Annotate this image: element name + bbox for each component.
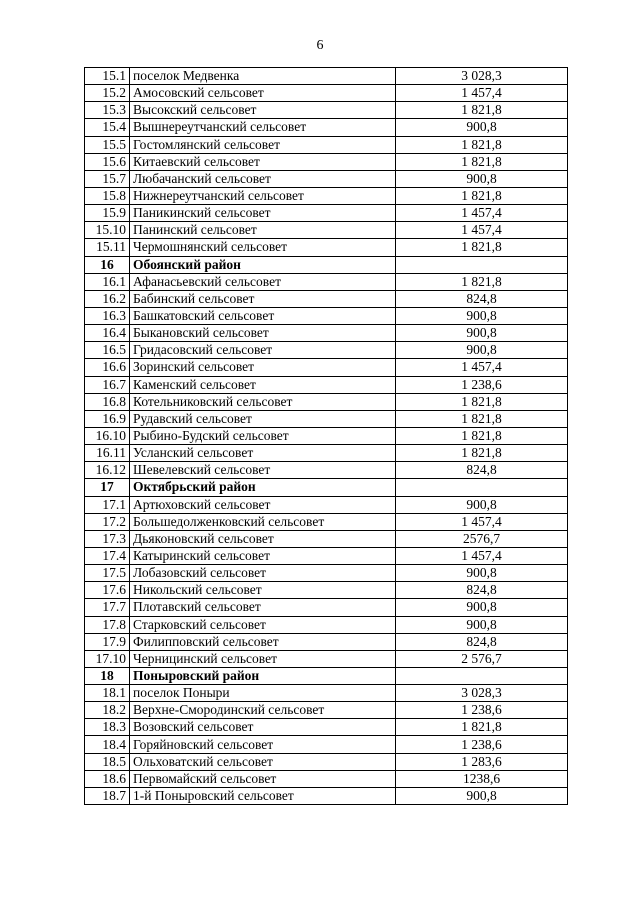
table-row [85, 702, 568, 719]
row-number-cell: 16.7 [85, 376, 130, 393]
table-row [85, 410, 568, 427]
row-number-cell: 17.3 [85, 530, 130, 547]
amount-cell: 1 821,8 [396, 427, 568, 444]
amount-cell: 1 457,4 [396, 513, 568, 530]
table-row [85, 427, 568, 444]
row-number-cell: 16 [85, 256, 130, 273]
amount-cell [396, 479, 568, 496]
municipality-name-cell: Верхне-Смородинский сельсовет [130, 702, 396, 719]
row-number-cell: 15.2 [85, 85, 130, 102]
row-number-cell: 15.8 [85, 187, 130, 204]
municipality-name-cell: Горяйновский сельсовет [130, 736, 396, 753]
amount-cell: 900,8 [396, 342, 568, 359]
municipality-name-cell: Паникинский сельсовет [130, 205, 396, 222]
row-number-cell: 15.7 [85, 170, 130, 187]
municipality-name-cell: Октябрьский район [130, 479, 396, 496]
amount-cell: 1 238,6 [396, 702, 568, 719]
amount-cell: 824,8 [396, 582, 568, 599]
municipality-name-cell: Артюховский сельсовет [130, 496, 396, 513]
amount-cell: 900,8 [396, 565, 568, 582]
row-number-cell: 15.10 [85, 222, 130, 239]
municipality-name-cell: Рыбино-Будский сельсовет [130, 427, 396, 444]
table-row [85, 119, 568, 136]
amount-cell: 1 238,6 [396, 376, 568, 393]
municipality-name-cell: Обоянский район [130, 256, 396, 273]
row-number-cell: 16.5 [85, 342, 130, 359]
table-row [85, 565, 568, 582]
row-number-cell: 16.3 [85, 307, 130, 324]
table-row [85, 290, 568, 307]
row-number-cell: 17.10 [85, 650, 130, 667]
row-number-cell: 17.7 [85, 599, 130, 616]
district-heading-row [85, 667, 568, 684]
municipality-name-cell: Ольховатский сельсовет [130, 753, 396, 770]
amount-cell: 900,8 [396, 119, 568, 136]
amount-cell: 900,8 [396, 496, 568, 513]
table-row [85, 650, 568, 667]
table-row [85, 273, 568, 290]
table-row [85, 153, 568, 170]
table-row [85, 376, 568, 393]
row-number-cell: 18.5 [85, 753, 130, 770]
amount-cell: 900,8 [396, 599, 568, 616]
municipality-name-cell: Рудавский сельсовет [130, 410, 396, 427]
municipality-name-cell: Никольский сельсовет [130, 582, 396, 599]
table-row [85, 222, 568, 239]
amount-cell: 1 821,8 [396, 153, 568, 170]
municipality-name-cell: Дьяконовский сельсовет [130, 530, 396, 547]
row-number-cell: 15.3 [85, 102, 130, 119]
district-heading-row [85, 256, 568, 273]
row-number-cell: 16.9 [85, 410, 130, 427]
table-body [85, 68, 568, 805]
table-row [85, 616, 568, 633]
amount-cell: 2 576,7 [396, 650, 568, 667]
amount-cell: 3 028,3 [396, 685, 568, 702]
table-row [85, 547, 568, 564]
amount-cell: 1 821,8 [396, 273, 568, 290]
table-row [85, 445, 568, 462]
municipality-name-cell: Котельниковский сельсовет [130, 393, 396, 410]
municipality-name-cell: Чермошнянский сельсовет [130, 239, 396, 256]
municipality-name-cell: поселок Медвенка [130, 68, 396, 85]
amount-cell: 900,8 [396, 787, 568, 804]
row-number-cell: 16.6 [85, 359, 130, 376]
municipality-name-cell: Поныровский район [130, 667, 396, 684]
municipality-name-cell: Вышнереутчанский сельсовет [130, 119, 396, 136]
table-row [85, 342, 568, 359]
municipality-name-cell: Панинский сельсовет [130, 222, 396, 239]
municipality-name-cell: Амосовский сельсовет [130, 85, 396, 102]
municipality-name-cell: Шевелевский сельсовет [130, 462, 396, 479]
amount-cell: 3 028,3 [396, 68, 568, 85]
table-row [85, 685, 568, 702]
row-number-cell: 15.1 [85, 68, 130, 85]
amount-cell: 1 457,4 [396, 359, 568, 376]
amount-cell: 1 457,4 [396, 85, 568, 102]
municipality-name-cell: Старковский сельсовет [130, 616, 396, 633]
municipality-name-cell: Возовский сельсовет [130, 719, 396, 736]
row-number-cell: 16.11 [85, 445, 130, 462]
row-number-cell: 17.2 [85, 513, 130, 530]
municipality-name-cell: поселок Поныри [130, 685, 396, 702]
row-number-cell: 16.2 [85, 290, 130, 307]
row-number-cell: 15.6 [85, 153, 130, 170]
district-heading-row [85, 479, 568, 496]
table-row [85, 136, 568, 153]
amount-cell: 1 457,4 [396, 205, 568, 222]
row-number-cell: 15.11 [85, 239, 130, 256]
row-number-cell: 17.5 [85, 565, 130, 582]
row-number-cell: 17 [85, 479, 130, 496]
amount-cell: 1 821,8 [396, 445, 568, 462]
amount-cell: 1238,6 [396, 770, 568, 787]
municipality-name-cell: Любачанский сельсовет [130, 170, 396, 187]
row-number-cell: 18.3 [85, 719, 130, 736]
municipality-name-cell: Китаевский сельсовет [130, 153, 396, 170]
municipality-name-cell: Филипповский сельсовет [130, 633, 396, 650]
municipality-name-cell: Башкатовский сельсовет [130, 307, 396, 324]
municipality-name-cell: 1-й Поныровский сельсовет [130, 787, 396, 804]
municipality-name-cell: Первомайский сельсовет [130, 770, 396, 787]
amount-cell: 1 457,4 [396, 222, 568, 239]
row-number-cell: 17.4 [85, 547, 130, 564]
municipality-name-cell: Лобазовский сельсовет [130, 565, 396, 582]
amount-cell: 824,8 [396, 633, 568, 650]
amount-cell: 1 821,8 [396, 239, 568, 256]
municipality-name-cell: Большедолженковский сельсовет [130, 513, 396, 530]
amount-cell [396, 667, 568, 684]
row-number-cell: 18.4 [85, 736, 130, 753]
amount-cell: 1 283,6 [396, 753, 568, 770]
amount-cell [396, 256, 568, 273]
row-number-cell: 18.6 [85, 770, 130, 787]
amount-cell: 1 821,8 [396, 410, 568, 427]
row-number-cell: 16.1 [85, 273, 130, 290]
allocation-table [84, 67, 568, 805]
row-number-cell: 18.1 [85, 685, 130, 702]
row-number-cell: 18.2 [85, 702, 130, 719]
amount-cell: 1 821,8 [396, 187, 568, 204]
municipality-name-cell: Каменский сельсовет [130, 376, 396, 393]
row-number-cell: 17.9 [85, 633, 130, 650]
amount-cell: 900,8 [396, 325, 568, 342]
row-number-cell: 16.4 [85, 325, 130, 342]
municipality-name-cell: Зоринский сельсовет [130, 359, 396, 376]
table-row [85, 85, 568, 102]
table-row [85, 239, 568, 256]
table-row [85, 496, 568, 513]
table-row [85, 462, 568, 479]
table-row [85, 68, 568, 85]
table-row [85, 325, 568, 342]
table-row [85, 787, 568, 804]
row-number-cell: 16.10 [85, 427, 130, 444]
table-row [85, 770, 568, 787]
row-number-cell: 17.6 [85, 582, 130, 599]
municipality-name-cell: Нижнереутчанский сельсовет [130, 187, 396, 204]
municipality-name-cell: Высокский сельсовет [130, 102, 396, 119]
municipality-name-cell: Афанасьевский сельсовет [130, 273, 396, 290]
table-row [85, 393, 568, 410]
amount-cell: 1 821,8 [396, 719, 568, 736]
table-row [85, 753, 568, 770]
amount-cell: 1 238,6 [396, 736, 568, 753]
row-number-cell: 17.8 [85, 616, 130, 633]
municipality-name-cell: Гостомлянский сельсовет [130, 136, 396, 153]
amount-cell: 824,8 [396, 462, 568, 479]
amount-cell: 1 821,8 [396, 136, 568, 153]
table-row [85, 582, 568, 599]
amount-cell: 900,8 [396, 307, 568, 324]
row-number-cell: 18.7 [85, 787, 130, 804]
table-row [85, 599, 568, 616]
table-row [85, 719, 568, 736]
row-number-cell: 15.5 [85, 136, 130, 153]
table-row [85, 170, 568, 187]
row-number-cell: 15.4 [85, 119, 130, 136]
row-number-cell: 16.8 [85, 393, 130, 410]
row-number-cell: 16.12 [85, 462, 130, 479]
amount-cell: 2576,7 [396, 530, 568, 547]
table-row [85, 307, 568, 324]
page-number: 6 [316, 38, 324, 53]
municipality-name-cell: Быкановский сельсовет [130, 325, 396, 342]
amount-cell: 1 821,8 [396, 102, 568, 119]
table-row [85, 205, 568, 222]
amount-cell: 1 457,4 [396, 547, 568, 564]
table-row [85, 513, 568, 530]
municipality-name-cell: Усланский сельсовет [130, 445, 396, 462]
amount-cell: 900,8 [396, 170, 568, 187]
table-row [85, 102, 568, 119]
municipality-name-cell: Катыринский сельсовет [130, 547, 396, 564]
table-row [85, 530, 568, 547]
row-number-cell: 18 [85, 667, 130, 684]
amount-cell: 900,8 [396, 616, 568, 633]
municipality-name-cell: Гридасовский сельсовет [130, 342, 396, 359]
table-row [85, 736, 568, 753]
municipality-name-cell: Черницинский сельсовет [130, 650, 396, 667]
row-number-cell: 15.9 [85, 205, 130, 222]
municipality-name-cell: Бабинский сельсовет [130, 290, 396, 307]
amount-cell: 1 821,8 [396, 393, 568, 410]
municipality-name-cell: Плотавский сельсовет [130, 599, 396, 616]
row-number-cell: 17.1 [85, 496, 130, 513]
table-row [85, 187, 568, 204]
table-row [85, 359, 568, 376]
amount-cell: 824,8 [396, 290, 568, 307]
table-row [85, 633, 568, 650]
